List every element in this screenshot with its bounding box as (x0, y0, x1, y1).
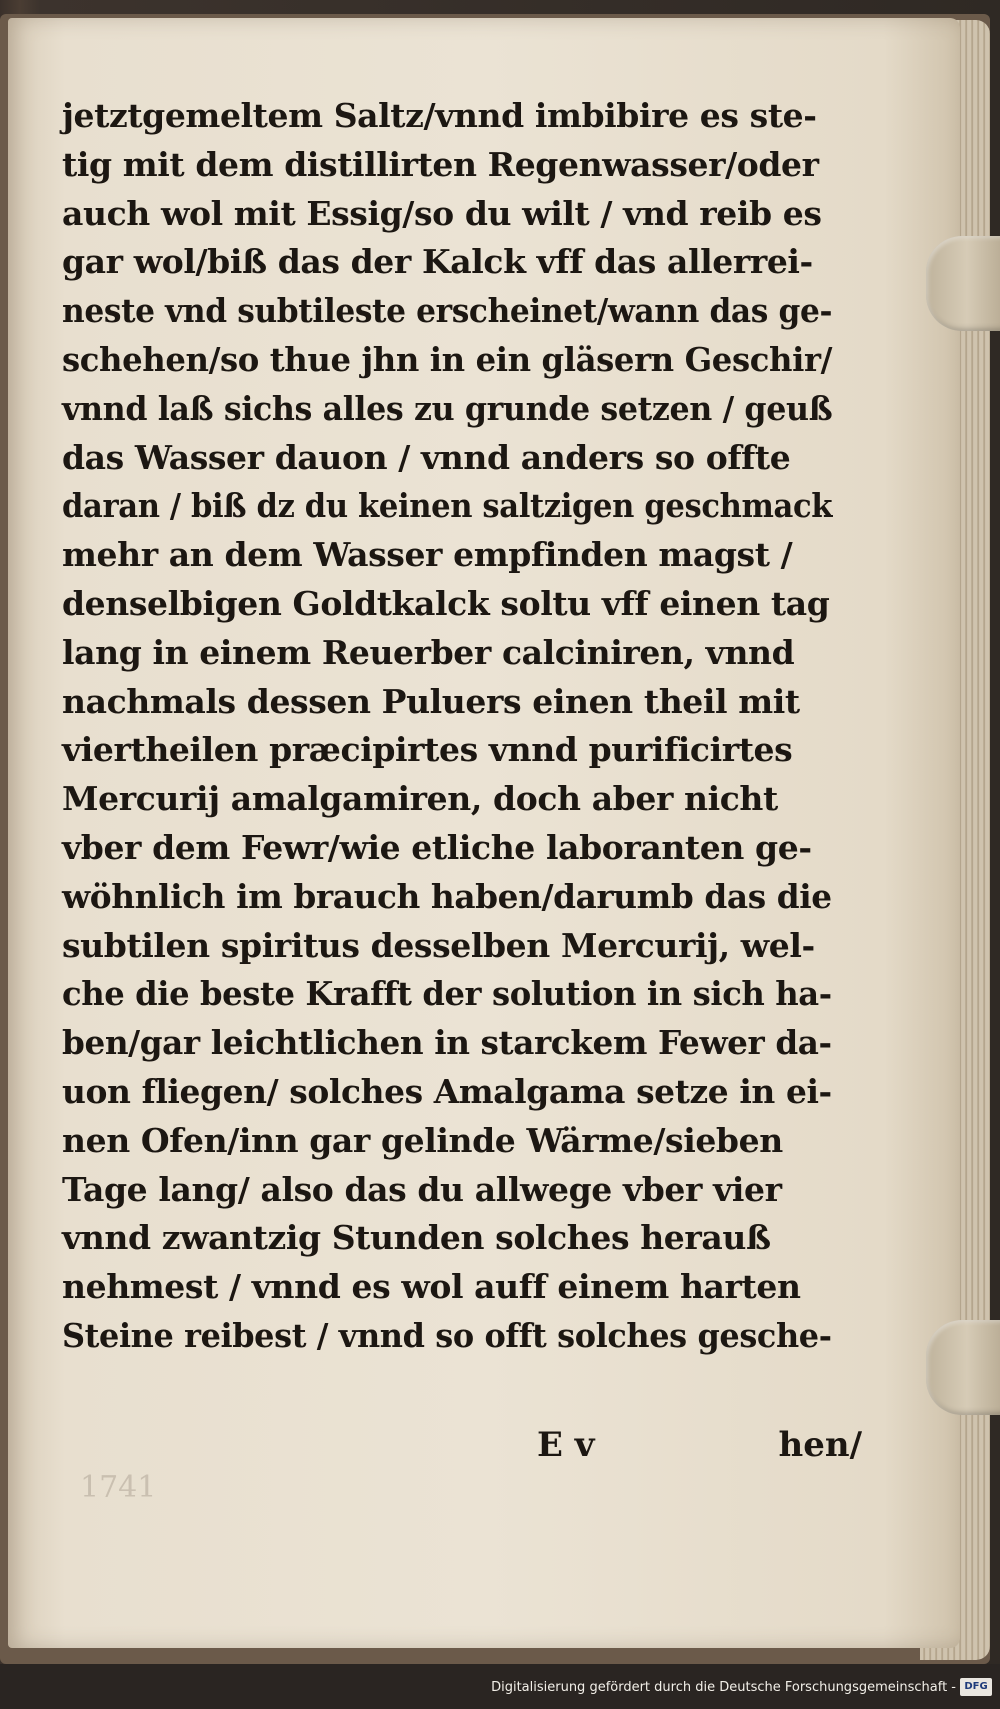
text-line: daran / biß dz du keinen saltzigen geschmack (62, 486, 833, 526)
text-line: vnnd laß sichs alles zu grunde setzen / geuß (62, 388, 833, 428)
text-line: jetztgemeltem Saltz/vnnd imbibire es ste- (62, 96, 817, 135)
text-line: wöhnlich im brauch haben/darumb das die (62, 876, 832, 916)
text-line: nen Ofen/inn gar gelinde Wärme/sieben (62, 1120, 783, 1160)
text-line: mehr an dem Wasser empfinden magst / (62, 535, 793, 575)
text-line: Mercurij amalgamiren, doch aber nicht (62, 779, 778, 819)
text-line: das Wasser dauon / vnnd anders so offte (62, 437, 791, 477)
text-line: schehen/so thue jhn in ein gläsern Geschir/ (62, 339, 832, 379)
page-text (62, 92, 832, 1361)
text-line: tig mit dem distillirten Regenwasser/oder (62, 144, 819, 184)
text-line: subtilen spiritus desselben Mercurij, wel- (62, 925, 815, 965)
text-line: vber dem Fewr/wie etliche laboranten ge- (62, 827, 812, 867)
page-foot-line (62, 1420, 862, 1470)
dfg-credit: Digitalisierung gefördert durch die Deutsche Forschungsgemeinschaft - (491, 1680, 956, 1695)
clasp-tab-top (926, 236, 1000, 331)
clasp-tab-bottom (926, 1320, 1000, 1415)
text-line: Tage lang/ also das du allwege vber vier (62, 1169, 782, 1209)
dfg-logo: DFG (960, 1678, 992, 1696)
catchword: hen/ (778, 1425, 862, 1465)
text-line: nehmest / vnnd es wol auff einem harten (62, 1267, 801, 1307)
text-line: Steine reibest / vnnd so offt solches gesche- (62, 1315, 832, 1355)
text-line: denselbigen Goldtkalck soltu vff einen tag (62, 583, 830, 623)
text-line: lang in einem Reuerber calciniren, vnnd (62, 632, 795, 672)
text-line: viertheilen præcipirtes vnnd purificirtes (62, 730, 793, 770)
text-line: neste vnd subtileste erscheinet/wann das ge- (62, 291, 833, 331)
signature-mark: E v (537, 1425, 595, 1465)
bleed-through-text: 1741 (80, 1470, 157, 1505)
text-line: ben/gar leichtlichen in starckem Fewer da- (62, 1023, 832, 1063)
text-line: vnnd zwantzig Stunden solches herauß (62, 1218, 771, 1258)
text-line: gar wol/biß das der Kalck vff das allerrei- (62, 242, 813, 282)
text-line: uon fliegen/ solches Amalgama setze in ei- (62, 1071, 832, 1111)
text-line: auch wol mit Essig/so du wilt / vnd reib es (62, 193, 822, 233)
text-line: che die beste Krafft der solution in sich ha- (62, 974, 832, 1014)
text-line: nachmals dessen Puluers einen theil mit (62, 681, 800, 721)
